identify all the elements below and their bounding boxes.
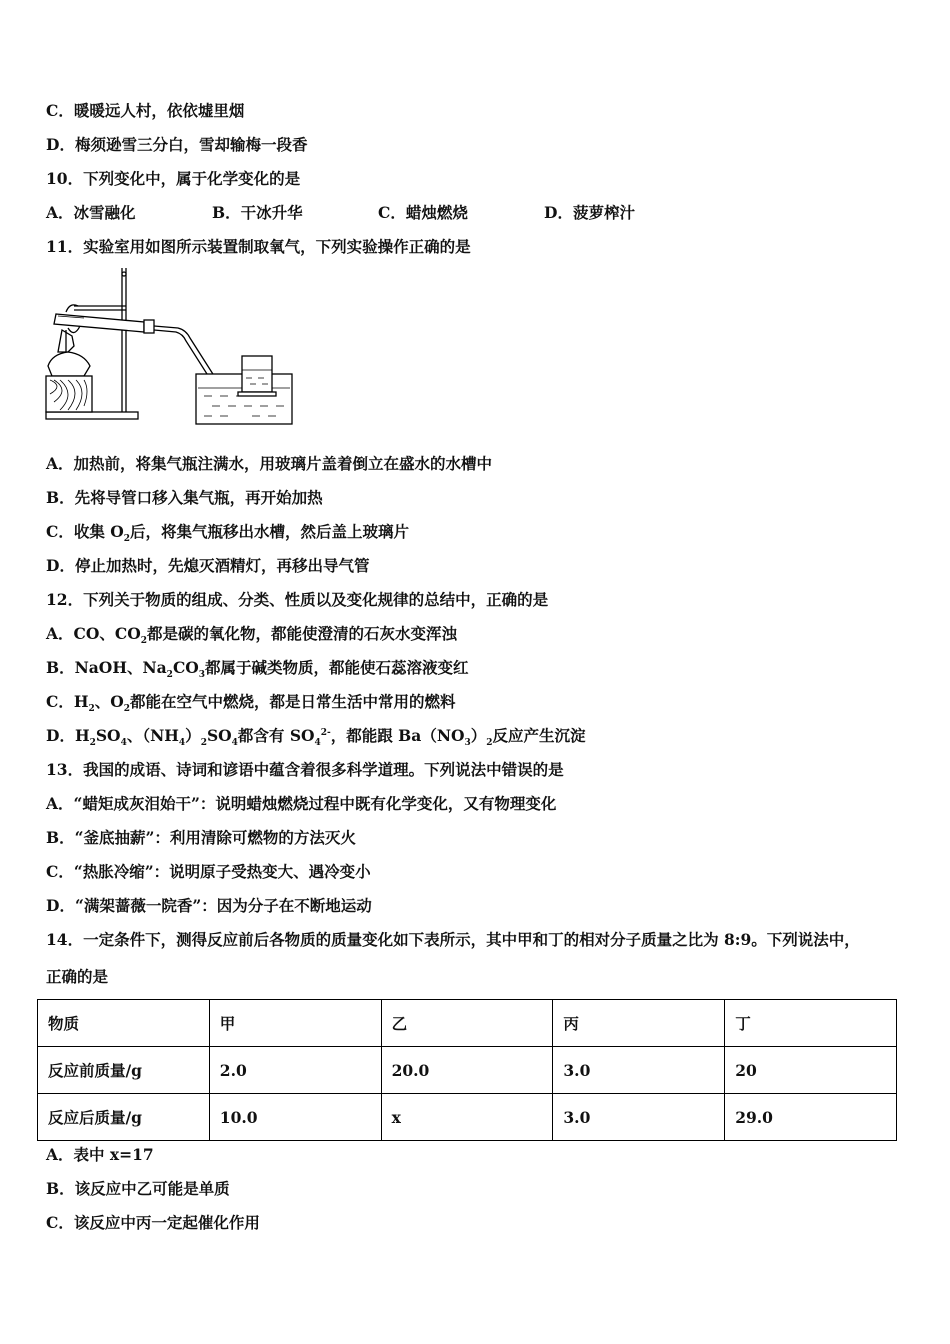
q12-d-s11: 4 bbox=[314, 738, 321, 749]
q13-option-d: D．“满架蔷薇一院香”：因为分子在不断地运动 bbox=[46, 896, 372, 915]
q13-option-c: C．“热胀冷缩”：说明原子受热变大、遇冷变小 bbox=[46, 862, 371, 881]
table-cell: 3.0 bbox=[553, 1094, 725, 1141]
q11-stem: 11．实验室用如图所示装置制取氧气，下列实验操作正确的是 bbox=[46, 237, 471, 256]
q10-option-c: C．蜡烛燃烧 bbox=[378, 203, 468, 222]
q12-b-sub1: 3 bbox=[198, 670, 206, 681]
q12-d-s1: 2 bbox=[89, 738, 96, 749]
q12-d-t0: D．H bbox=[46, 726, 90, 745]
q11-c-text-2: 后，将集气瓶移出水槽，然后盖上玻璃片 bbox=[130, 522, 410, 541]
q14-option-a: A．表中 x=17 bbox=[46, 1145, 154, 1164]
q12-d-s3: 4 bbox=[120, 738, 127, 749]
q12-d-t10: 都含有 SO bbox=[237, 726, 315, 745]
q12-option-c bbox=[46, 691, 456, 713]
q12-d-t4: 、（NH bbox=[126, 726, 179, 745]
q13-option-a: A．“蜡矩成灰泪始干”：说明蜡烛燃烧过程中既有化学变化，又有物理变化 bbox=[46, 794, 557, 813]
table-row bbox=[38, 1047, 897, 1094]
q12-c-t1: 、O bbox=[94, 692, 124, 711]
table-cell: 物质 bbox=[38, 1000, 210, 1047]
q12-a-t1: 都是碳的氧化物，都能使澄清的石灰水变浑浊 bbox=[146, 624, 457, 643]
q12-b-t1: CO bbox=[172, 658, 199, 677]
q12-d-s5: 4 bbox=[178, 738, 186, 749]
q12-c-sub0: 2 bbox=[88, 704, 95, 715]
q12-option-b bbox=[46, 657, 469, 679]
q12-c-t2: 都能在空气中燃烧，都是日常生活中常用的燃料 bbox=[130, 692, 456, 711]
q14-stem-line1: 14．一定条件下，测得反应前后各物质的质量变化如下表所示，其中甲和丁的相对分子质量之比为 8:9。下列说法中， bbox=[46, 930, 860, 949]
q12-d-s16: 2 bbox=[486, 738, 493, 749]
table-cell: 20.0 bbox=[381, 1047, 553, 1094]
table-cell: 10.0 bbox=[209, 1094, 381, 1141]
q12-option-a bbox=[46, 623, 457, 645]
q12-d-t15: ） bbox=[470, 726, 487, 745]
q12-b-sub0: 2 bbox=[166, 670, 173, 681]
q14-option-b: B．该反应中乙可能是单质 bbox=[46, 1179, 230, 1198]
table-cell: 反应前质量/g bbox=[38, 1047, 210, 1094]
q10-stem: 10．下列变化中，属于化学变化的是 bbox=[46, 169, 301, 188]
table-cell: 20 bbox=[725, 1047, 897, 1094]
q10-options bbox=[46, 202, 635, 224]
q9-option-c: C．暖暖远人村，依依墟里烟 bbox=[46, 101, 245, 120]
q14-option-c: C．该反应中丙一定起催化作用 bbox=[46, 1213, 260, 1232]
q9-option-d: D．梅须逊雪三分白，雪却输梅一段香 bbox=[46, 135, 308, 154]
q12-option-d bbox=[46, 725, 586, 747]
q12-b-t2: 都属于碱类物质，都能使石蕊溶液变红 bbox=[205, 658, 469, 677]
table-cell: 反应后质量/g bbox=[38, 1094, 210, 1141]
q12-a-t0: A．CO、CO bbox=[46, 624, 141, 643]
q13-stem: 13．我国的成语、诗词和谚语中蕴含着很多科学道理。下列说法中错误的是 bbox=[46, 760, 564, 779]
q12-d-s9: 4 bbox=[231, 738, 238, 749]
q12-d-t2: SO bbox=[95, 726, 121, 745]
q10-option-d: D．菠萝榨汁 bbox=[544, 203, 635, 222]
table-cell: 丙 bbox=[553, 1000, 725, 1047]
q11-option-b: B．先将导管口移入集气瓶，再开始加热 bbox=[46, 488, 323, 507]
q12-b-t0: B．NaOH、Na bbox=[46, 658, 167, 677]
q12-d-t17: 反应产生沉淀 bbox=[492, 726, 586, 745]
table-row bbox=[38, 1000, 897, 1047]
q11-option-d: D．停止加热时，先熄灭酒精灯，再移出导气管 bbox=[46, 556, 370, 575]
q14-stem-line2: 正确的是 bbox=[46, 967, 109, 986]
table-cell: 2.0 bbox=[209, 1047, 381, 1094]
table-cell: 3.0 bbox=[553, 1047, 725, 1094]
q12-c-sub1: 2 bbox=[123, 704, 131, 715]
q12-stem: 12．下列关于物质的组成、分类、性质以及变化规律的总结中，正确的是 bbox=[46, 590, 549, 609]
oxygen-apparatus-figure bbox=[44, 266, 294, 432]
q11-option-a: A．加热前，将集气瓶注满水，用玻璃片盖着倒立在盛水的水槽中 bbox=[46, 454, 493, 473]
q12-d-t13: ，都能跟 Ba（NO bbox=[330, 726, 465, 745]
q12-c-t0: C．H bbox=[46, 692, 89, 711]
q10-option-a: A．冰雪融化 bbox=[46, 203, 136, 222]
table-cell: 29.0 bbox=[725, 1094, 897, 1141]
q11-option-c bbox=[46, 521, 409, 543]
q11-c-sub: 2 bbox=[123, 534, 131, 545]
q12-a-sub0: 2 bbox=[140, 636, 147, 647]
q10-option-b: B．干冰升华 bbox=[212, 203, 303, 222]
q12-d-s7: 2 bbox=[200, 738, 207, 749]
table-row bbox=[38, 1094, 897, 1141]
table-cell: x bbox=[381, 1094, 553, 1141]
mass-table bbox=[37, 999, 897, 1141]
table-cell: 乙 bbox=[381, 1000, 553, 1047]
q12-d-t6: ） bbox=[185, 726, 201, 745]
q13-option-b: B．“釜底抽薪”：利用清除可燃物的方法灭火 bbox=[46, 828, 356, 847]
table-cell: 丁 bbox=[725, 1000, 897, 1047]
q12-d-sup12: 2- bbox=[320, 727, 331, 738]
q12-d-s14: 3 bbox=[464, 738, 471, 749]
table-cell: 甲 bbox=[209, 1000, 381, 1047]
q12-d-t8: SO bbox=[206, 726, 232, 745]
q11-c-text-1: C．收集 O bbox=[46, 522, 124, 541]
